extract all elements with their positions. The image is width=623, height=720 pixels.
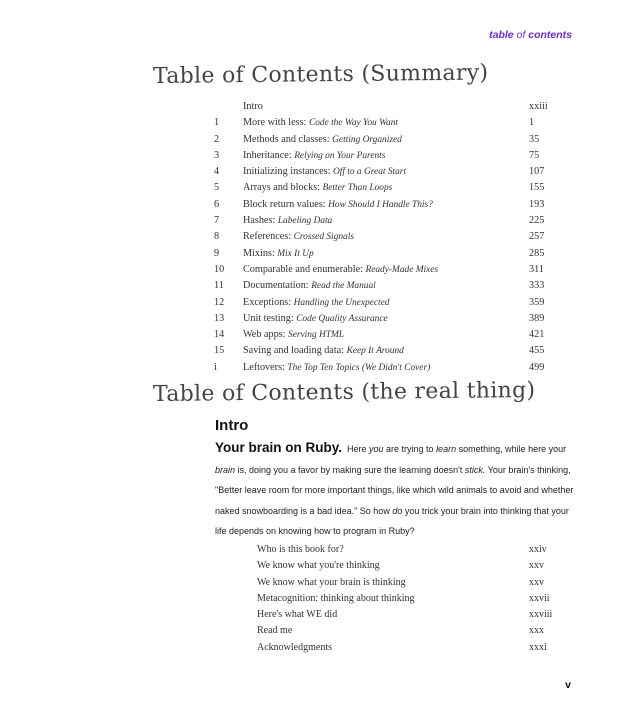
chapter-number: 4 [214,166,220,178]
chapter-number: i [214,361,217,373]
topic-page: xxxi [529,641,547,653]
summary-row [214,262,570,278]
topic-title: Read me [257,625,293,637]
chapter-number: 11 [214,280,224,292]
summary-row [214,246,570,262]
topic-title: We know what you're thinking [257,560,380,572]
header-word-contents: contents [528,29,572,41]
chapter-page: 311 [529,263,544,275]
chapter-page: 389 [529,312,545,324]
chapter-number: 5 [214,182,220,194]
chapter-title: Initializing instances: Off to a Great Start [243,166,407,178]
page-number: v [565,679,571,691]
topic-page: xxvii [529,592,550,604]
summary-row [214,148,570,164]
chapter-title: Saving and loading data: Keep It Around [243,345,404,357]
topic-title: Who is this book for? [257,544,344,555]
summary-row [214,229,570,245]
intro-section-title: Intro [215,417,249,434]
chapter-page: 155 [529,182,545,194]
summary-heading: Table of Contents (Summary) [152,60,489,89]
intro-lead: Your brain on Ruby. [215,440,342,455]
chapter-page: 257 [529,231,545,243]
real-toc-heading: Table of Contents (the real thing) [152,377,536,407]
chapter-title: Inheritance: Relying on Your Parents [243,149,386,161]
topic-row [257,558,557,574]
topic-row [257,640,557,656]
chapter-number: 6 [214,198,220,210]
chapter-page: 285 [529,247,545,259]
intro-topic-list [257,542,557,656]
summary-row [214,343,570,359]
chapter-number: 7 [214,215,220,227]
topic-row [257,607,557,623]
chapter-title: Exceptions: Handling the Unexpected [243,296,390,308]
summary-row [214,360,570,376]
chapter-title: Hashes: Labeling Data [243,215,333,227]
chapter-title: Leftovers: The Top Ten Topics (We Didn't Cover) [243,361,431,373]
topic-row [257,575,557,591]
chapter-page: 193 [529,198,545,210]
chapter-title: Block return values: How Should I Handle This? [243,198,433,210]
topic-page: xxv [529,560,544,572]
summary-row [214,213,570,229]
chapter-title: Mixins: Mix It Up [243,247,314,259]
chapter-page: 499 [529,361,545,373]
summary-row [214,197,570,213]
chapter-number: 15 [214,345,225,357]
chapter-page: 359 [529,296,545,308]
chapter-number: 10 [214,263,225,275]
summary-row [214,99,570,115]
topic-row [257,623,557,639]
header-word-of: of [516,29,526,41]
chapter-page: xxiii [529,101,548,112]
summary-row [214,278,570,294]
chapter-title: Intro [243,101,263,112]
summary-row [214,311,570,327]
chapter-page: 107 [529,166,545,178]
topic-page: xxv [529,576,544,588]
chapter-title: References: Crossed Signals [243,231,354,243]
summary-table [214,99,570,376]
topic-row [257,542,557,558]
chapter-number: 1 [214,117,220,129]
topic-row [257,591,557,607]
chapter-page: 421 [529,329,545,341]
chapter-number: 8 [214,231,220,243]
topic-title: Metacognition: thinking about thinking [257,592,415,604]
chapter-page: 35 [529,133,540,145]
header-word-table: table [489,29,514,41]
chapter-number: 9 [214,247,220,259]
chapter-number: 2 [214,133,220,145]
chapter-number: 14 [214,329,225,341]
intro-paragraph: Your brain on Ruby. Here you are trying to learn something, while here your brain is, doing you a favor by making sure the learning doesn't stick. Your brain's thinking, "Better leave room for more important things, like which wild animals to avoid and whether naked snowboarding is a bad idea." So how do you trick your brain into thinking that your life depends on knowing how to program in Ruby? [215,440,574,536]
chapter-page: 75 [529,149,540,161]
chapter-number: 13 [214,312,225,324]
topic-page: xxiv [529,544,547,555]
summary-row [214,132,570,148]
topic-page: xxviii [529,609,553,621]
summary-row [214,327,570,343]
chapter-title: Web apps: Serving HTML [243,329,345,341]
summary-row [214,164,570,180]
chapter-number: 3 [214,149,220,161]
chapter-title: Arrays and blocks: Better Than Loops [243,182,393,194]
topic-title: Acknowledgments [257,641,332,653]
topic-title: Here's what WE did [257,609,338,621]
chapter-page: 455 [529,345,545,357]
chapter-title: Unit testing: Code Quality Assurance [243,312,388,324]
summary-row [214,115,570,131]
topic-title: We know what your brain is thinking [257,576,406,588]
running-header [489,29,572,41]
summary-row [214,180,570,196]
chapter-title: More with less: Code the Way You Want [243,117,399,129]
chapter-page: 1 [529,117,535,129]
chapter-title: Comparable and enumerable: Ready-Made Mixes [243,263,439,275]
chapter-page: 225 [529,215,545,227]
topic-page: xxx [529,625,544,637]
summary-row [214,295,570,311]
chapter-number: 12 [214,296,225,308]
chapter-title: Documentation: Read the Manual [243,280,376,292]
chapter-page: 333 [529,280,545,292]
chapter-title: Methods and classes: Getting Organized [243,133,402,145]
